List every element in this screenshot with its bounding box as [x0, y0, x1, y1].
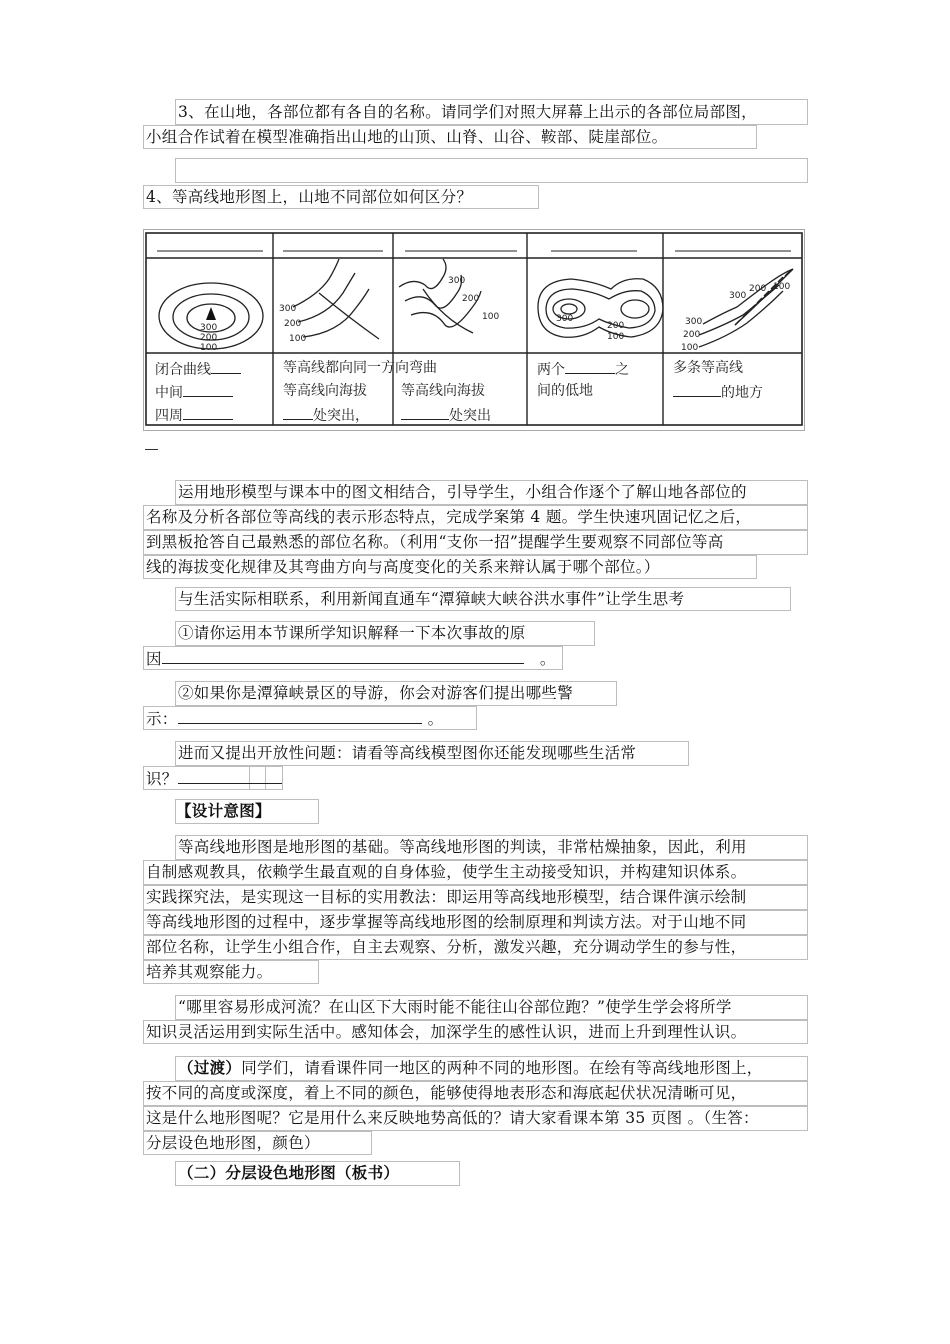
design-line-2: 自制感观教具，依赖学生最直观的自身体验，使学生主动接受知识，并构建知识体系。 [146, 863, 747, 881]
transition-line-1: （过渡）同学们，请看课件同一地区的两种不同的地形图。在绘有等高线地形图上， [178, 1058, 763, 1077]
ridge-label-300: 300 [279, 304, 297, 314]
valley-contours [399, 259, 499, 333]
figure-stray-mark [145, 449, 158, 450]
q1-answer-blank[interactable] [162, 647, 524, 664]
transition-line-3: 这是什么地形图呢？它是用什么来反映地势高低的？请大家看课本第 35 页图 。（生答： [146, 1109, 759, 1127]
transition-line-4: 分层设色地形图，颜色） [146, 1134, 320, 1152]
q3-text-line2: 小组合作试着在模型准确指出山地的山顶、山脊、山谷、鞍部、陡崖部位。 [146, 128, 668, 146]
cliff-label-200: 200 [683, 330, 701, 340]
method-line-3: 到黑板抢答自己最熟悉的部位名称。（利用“支你一招”提醒学生要观察不同部位等高 [146, 533, 724, 551]
summit-triangle-icon [206, 307, 216, 320]
caption-cliff-line1: 多条等高线 [673, 360, 743, 376]
valley-label-300: 300 [448, 276, 466, 286]
caption-valley-line2: 等高线向海拔 [401, 383, 485, 399]
method-line-2: 名称及分析各部位等高线的表示形态特点，完成学案第 4 题。学生快速巩固记忆之后， [146, 508, 752, 526]
summit-label-100: 100 [200, 343, 218, 353]
design-line-3: 实践探究法，是实现这一目标的实用教法：即运用等高线地形模型，结合课件演示绘制 [146, 888, 747, 906]
q4-text: 4、等高线地形图上，山地不同部位如何区分？ [146, 188, 473, 206]
news-text: 与生活实际相联系，利用新闻直通车“潭獐峡大峡谷洪水事件”让学生思考 [178, 590, 685, 608]
q2-line-1: ②如果你是潭獐峡景区的导游，你会对游客们提出哪些警 [178, 684, 574, 702]
caption-saddle-line2: 间的低地 [537, 383, 593, 399]
design-line-6: 培养其观察能力。 [146, 963, 273, 981]
caption-summit-line3: 四周 [155, 403, 233, 425]
q2-answer-blank[interactable] [178, 707, 422, 724]
cliff-label-top-100: 100 [773, 282, 791, 292]
caption-ridge-line2: 等高线向海拔 [283, 383, 367, 399]
q1-line-2: 因 。 [146, 647, 556, 670]
design-line-4: 等高线地形图的过程中，逐步掌握等高线地形图的绘制原理和判读方法。对于山地不同 [146, 913, 747, 931]
caption-summit-line1: 闭合曲线 [155, 357, 241, 379]
design-line-5: 部位名称，让学生小组合作，自主去观察、分析，激发兴趣，充分调动学生的参与性， [146, 938, 747, 956]
ridge-label-200: 200 [284, 319, 302, 329]
caption-summit-line2: 中间 [155, 380, 233, 402]
section-title: （二）分层设色地形图（板书） [178, 1163, 400, 1182]
q3open-line-2: 识？ [146, 767, 282, 790]
saddle-contours [538, 279, 663, 342]
caption-valley-line3: 处突出 [401, 403, 491, 425]
saddle-label-300: 300 [556, 314, 574, 324]
summit-label-300: 300 [200, 323, 218, 333]
caption-ridge-line1: 等高线都向同一方向弯曲 [283, 360, 437, 376]
caption-ridge-line3: 处突出， [283, 403, 369, 425]
saddle-label-100: 100 [607, 332, 625, 342]
cliff-label-300: 300 [685, 317, 703, 327]
cliff-contours [681, 269, 793, 353]
valley-label-100: 100 [482, 312, 500, 322]
ridge-label-100: 100 [289, 334, 307, 344]
transition-label: （过渡） [178, 1058, 242, 1077]
q3-text-line1: 3、在山地，各部位都有各自的名称。请同学们对照大屏幕上出示的各部位局部图， [178, 103, 757, 121]
q3open-answer-blank[interactable] [178, 767, 282, 784]
summit-contours [159, 283, 263, 353]
cliff-label-100: 100 [681, 343, 699, 353]
method-line-1: 运用地形模型与课本中的图文相结合，引导学生，小组合作逐个了解山地各部位的 [178, 483, 747, 501]
design-title: 【设计意图】 [176, 801, 271, 820]
caption-cliff-line2: 的地方 [673, 380, 763, 402]
cliff-label-top-300: 300 [729, 291, 747, 301]
q3open-line-1: 进而又提出开放性问题：请看等高线模型图你还能发现哪些生活常 [178, 744, 637, 762]
empty-text-frame [175, 158, 808, 183]
method-line-4: 线的海拔变化规律及其弯曲方向与高度变化的关系来辩认属于哪个部位。） [146, 558, 660, 576]
saddle-label-200: 200 [607, 321, 625, 331]
valley-label-200: 200 [462, 294, 480, 304]
river-line-2: 知识灵活运用到实际生活中。感知体会，加深学生的感性认识，进而上升到理性认识。 [146, 1023, 747, 1041]
transition-line-2: 按不同的高度或深度，着上不同的颜色，能够使得地表形态和海底起伏状况清晰可见， [146, 1084, 747, 1102]
ridge-contours [279, 259, 379, 344]
q2-line-2: 示： 。 [146, 707, 443, 730]
q1-line-1: ①请你运用本节课所学知识解释一下本次事故的原 [178, 624, 526, 642]
mountain-parts-figure [143, 229, 805, 431]
cliff-label-top-200: 200 [749, 284, 767, 294]
caption-saddle-line1: 两个 之 [537, 357, 629, 379]
design-line-1: 等高线地形图是地形图的基础。等高线地形图的判读，非常枯燥抽象，因此，利用 [178, 838, 747, 856]
summit-label-200: 200 [200, 333, 218, 343]
river-line-1: “哪里容易形成河流？在山区下大雨时能不能往山谷部位跑？”使学生学会将所学 [178, 998, 732, 1016]
